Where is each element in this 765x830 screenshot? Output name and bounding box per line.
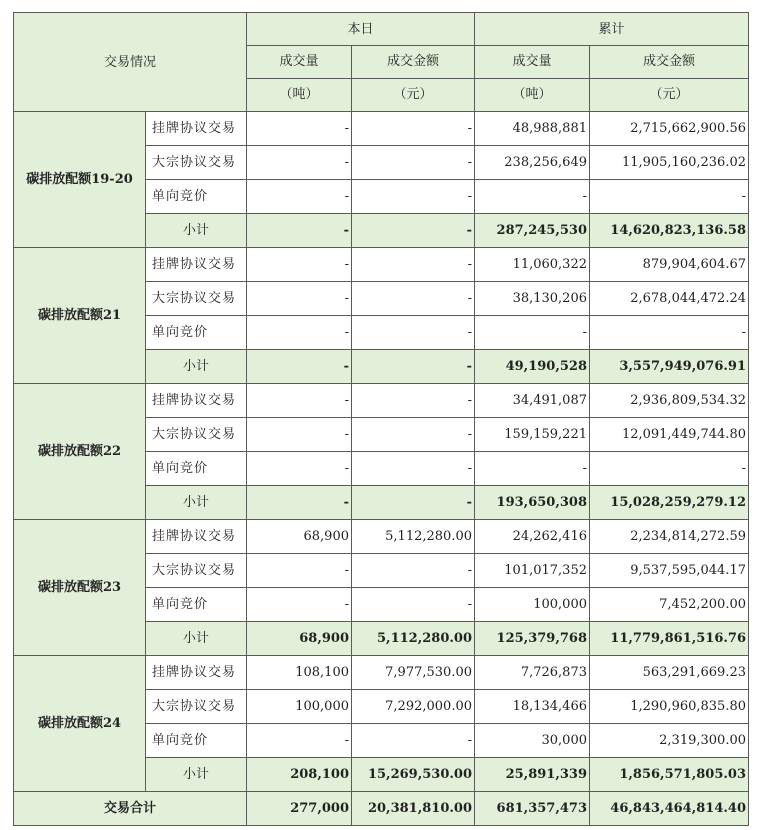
row-label-listed: 挂牌协议交易 [146, 384, 247, 418]
subtotal-today-amount: - [352, 486, 475, 520]
cell-cum-volume: - [475, 180, 590, 214]
header-corner: 交易情况 [14, 13, 247, 112]
cell-today-amount: - [352, 282, 475, 316]
cell-cum-volume: 100,000 [475, 588, 590, 622]
header-today-amount-unit: （元） [352, 79, 475, 112]
header-cum-volume: 成交量 [475, 46, 590, 79]
row-label-subtotal: 小计 [146, 350, 247, 384]
row-label-bulk: 大宗协议交易 [146, 690, 247, 724]
row-label-bulk: 大宗协议交易 [146, 554, 247, 588]
cell-today-volume: - [247, 248, 352, 282]
carbon-trading-table [13, 12, 749, 826]
row-label-auction: 单向竞价 [146, 588, 247, 622]
cell-today-volume: - [247, 316, 352, 350]
row-label-listed: 挂牌协议交易 [146, 112, 247, 146]
total-cum-amount: 46,843,464,814.40 [590, 792, 749, 826]
row-label-auction: 单向竞价 [146, 180, 247, 214]
cell-cum-amount: - [590, 452, 749, 486]
cell-today-amount: 7,977,530.00 [352, 656, 475, 690]
subtotal-today-volume: - [247, 486, 352, 520]
subtotal-today-amount: 5,112,280.00 [352, 622, 475, 656]
cell-cum-volume: 238,256,649 [475, 146, 590, 180]
cell-today-volume: - [247, 384, 352, 418]
subtotal-cum-volume: 287,245,530 [475, 214, 590, 248]
subtotal-cum-volume: 25,891,339 [475, 758, 590, 792]
subtotal-today-volume: - [247, 214, 352, 248]
cell-cum-amount: - [590, 180, 749, 214]
cell-today-volume: - [247, 146, 352, 180]
subtotal-today-volume: 68,900 [247, 622, 352, 656]
cell-cum-amount: 879,904,604.67 [590, 248, 749, 282]
cell-cum-volume: 48,988,881 [475, 112, 590, 146]
header-cum-volume-unit: （吨） [475, 79, 590, 112]
cell-cum-volume: - [475, 452, 590, 486]
cell-today-amount: - [352, 452, 475, 486]
table-row [14, 520, 749, 554]
cell-cum-volume: 11,060,322 [475, 248, 590, 282]
cell-today-amount: - [352, 112, 475, 146]
cell-cum-amount: 563,291,669.23 [590, 656, 749, 690]
cell-cum-volume: 159,159,221 [475, 418, 590, 452]
subtotal-cum-volume: 125,379,768 [475, 622, 590, 656]
cell-cum-amount: 2,234,814,272.59 [590, 520, 749, 554]
header-today-volume: 成交量 [247, 46, 352, 79]
cell-today-amount: - [352, 316, 475, 350]
cell-today-volume: - [247, 418, 352, 452]
cell-cum-amount: 2,678,044,472.24 [590, 282, 749, 316]
subtotal-today-amount: - [352, 350, 475, 384]
row-label-auction: 单向竞价 [146, 452, 247, 486]
cell-today-volume: - [247, 112, 352, 146]
cell-cum-volume: 34,491,087 [475, 384, 590, 418]
subtotal-cum-amount: 1,856,571,805.03 [590, 758, 749, 792]
cell-today-amount: - [352, 724, 475, 758]
cell-today-amount: - [352, 384, 475, 418]
cell-cum-amount: 9,537,595,044.17 [590, 554, 749, 588]
cell-cum-volume: 7,726,873 [475, 656, 590, 690]
cell-today-amount: - [352, 248, 475, 282]
table-row [14, 248, 749, 282]
total-row [14, 792, 749, 826]
header-today-amount: 成交金额 [352, 46, 475, 79]
cell-cum-amount: 1,290,960,835.80 [590, 690, 749, 724]
row-label-subtotal: 小计 [146, 622, 247, 656]
subtotal-today-amount: - [352, 214, 475, 248]
cell-today-amount: - [352, 418, 475, 452]
cell-cum-amount: - [590, 316, 749, 350]
group-name: 碳排放配额24 [14, 656, 146, 792]
subtotal-today-amount: 15,269,530.00 [352, 758, 475, 792]
cell-today-volume: 108,100 [247, 656, 352, 690]
cell-today-amount: 5,112,280.00 [352, 520, 475, 554]
group-name: 碳排放配额23 [14, 520, 146, 656]
header-today: 本日 [247, 13, 475, 46]
cell-cum-volume: 101,017,352 [475, 554, 590, 588]
total-today-volume: 277,000 [247, 792, 352, 826]
cell-today-volume: - [247, 724, 352, 758]
row-label-auction: 单向竞价 [146, 724, 247, 758]
cell-today-volume: 100,000 [247, 690, 352, 724]
table-row [14, 384, 749, 418]
group-name: 碳排放配额21 [14, 248, 146, 384]
row-label-auction: 单向竞价 [146, 316, 247, 350]
subtotal-cum-volume: 193,650,308 [475, 486, 590, 520]
cell-cum-amount: 7,452,200.00 [590, 588, 749, 622]
row-label-subtotal: 小计 [146, 758, 247, 792]
cell-today-amount: - [352, 180, 475, 214]
cell-today-volume: - [247, 452, 352, 486]
table-row [14, 656, 749, 690]
cell-cum-volume: 38,130,206 [475, 282, 590, 316]
row-label-listed: 挂牌协议交易 [146, 656, 247, 690]
group-name: 碳排放配额19-20 [14, 112, 146, 248]
cell-today-amount: - [352, 554, 475, 588]
subtotal-cum-amount: 14,620,823,136.58 [590, 214, 749, 248]
row-label-bulk: 大宗协议交易 [146, 146, 247, 180]
cell-today-amount: - [352, 588, 475, 622]
cell-cum-volume: 30,000 [475, 724, 590, 758]
header-today-volume-unit: （吨） [247, 79, 352, 112]
total-cum-volume: 681,357,473 [475, 792, 590, 826]
cell-today-volume: - [247, 282, 352, 316]
row-label-listed: 挂牌协议交易 [146, 248, 247, 282]
cell-today-volume: - [247, 554, 352, 588]
header-cum-amount: 成交金额 [590, 46, 749, 79]
cell-cum-amount: 2,715,662,900.56 [590, 112, 749, 146]
cell-cum-amount: 11,905,160,236.02 [590, 146, 749, 180]
cell-today-amount: 7,292,000.00 [352, 690, 475, 724]
total-today-amount: 20,381,810.00 [352, 792, 475, 826]
cell-cum-volume: 18,134,466 [475, 690, 590, 724]
table-row [14, 112, 749, 146]
group-name: 碳排放配额22 [14, 384, 146, 520]
header-cum-amount-unit: （元） [590, 79, 749, 112]
cell-cum-amount: 2,319,300.00 [590, 724, 749, 758]
row-label-listed: 挂牌协议交易 [146, 520, 247, 554]
subtotal-cum-amount: 3,557,949,076.91 [590, 350, 749, 384]
cell-today-volume: - [247, 588, 352, 622]
cell-cum-amount: 12,091,449,744.80 [590, 418, 749, 452]
subtotal-today-volume: - [247, 350, 352, 384]
row-label-subtotal: 小计 [146, 214, 247, 248]
row-label-bulk: 大宗协议交易 [146, 282, 247, 316]
row-label-subtotal: 小计 [146, 486, 247, 520]
subtotal-cum-amount: 15,028,259,279.12 [590, 486, 749, 520]
subtotal-today-volume: 208,100 [247, 758, 352, 792]
cell-today-amount: - [352, 146, 475, 180]
header-cumulative: 累计 [475, 13, 749, 46]
cell-cum-volume: 24,262,416 [475, 520, 590, 554]
subtotal-cum-volume: 49,190,528 [475, 350, 590, 384]
cell-today-volume: - [247, 180, 352, 214]
row-label-bulk: 大宗协议交易 [146, 418, 247, 452]
cell-cum-amount: 2,936,809,534.32 [590, 384, 749, 418]
total-label: 交易合计 [14, 792, 247, 826]
subtotal-cum-amount: 11,779,861,516.76 [590, 622, 749, 656]
cell-cum-volume: - [475, 316, 590, 350]
cell-today-volume: 68,900 [247, 520, 352, 554]
